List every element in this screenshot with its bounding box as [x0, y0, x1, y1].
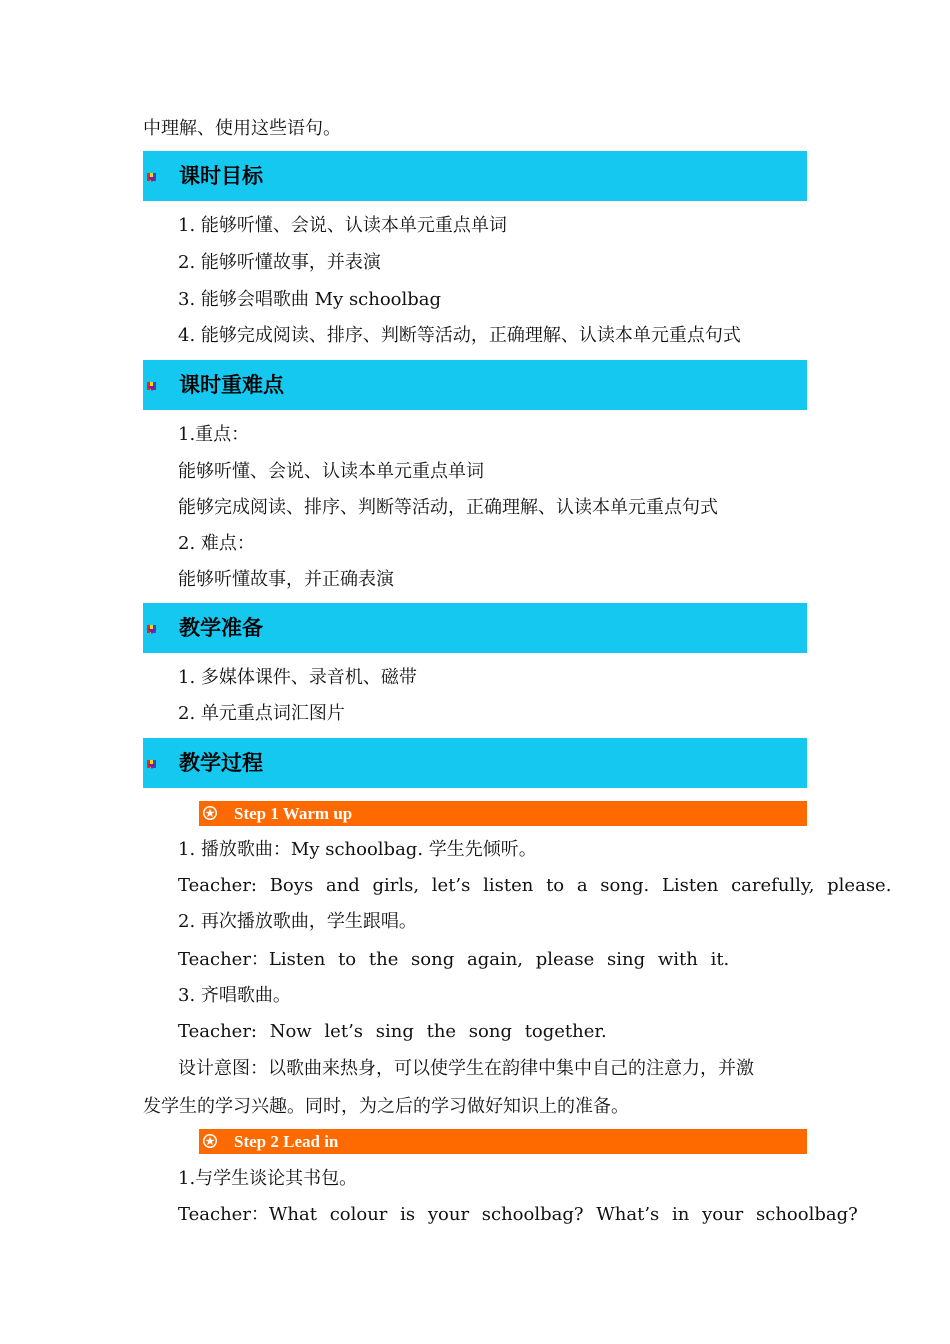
bullet-icon [146, 623, 158, 635]
list-item: 发学生的学习兴趣。同时，为之后的学习做好知识上的准备。 [143, 1096, 629, 1117]
bullet-icon [146, 380, 158, 392]
list-item: 2. 能够听懂故事，并表演 [178, 252, 381, 273]
step-label: Step 2 Lead in [234, 1132, 339, 1151]
list-item: Teacher：Listen to the song again, please sing with it. [178, 949, 730, 970]
bullet-icon [146, 171, 158, 183]
star-badge-icon [202, 1133, 218, 1149]
step-header-warm-up [199, 801, 807, 826]
section-title: 课时重难点 [179, 373, 284, 397]
section-header-objectives [143, 151, 807, 201]
section-header-preparation [143, 603, 807, 653]
list-item: 能够听懂、会说、认读本单元重点单词 [178, 461, 484, 482]
step-label: Step 1 Warm up [234, 804, 353, 823]
list-item: Teacher: Boys and girls, let’s listen to a song. Listen carefully, please. [178, 875, 892, 896]
list-item: 设计意图：以歌曲来热身，可以使学生在韵律中集中自己的注意力，并激 [178, 1058, 754, 1079]
section-header-process [143, 738, 807, 788]
star-badge-icon [202, 805, 218, 821]
list-item: 2. 难点： [178, 533, 255, 554]
section-title: 教学准备 [179, 616, 263, 640]
list-item: 3. 齐唱歌曲。 [178, 985, 291, 1006]
section-title: 教学过程 [179, 751, 263, 775]
bullet-icon [146, 758, 158, 770]
list-item: 2. 单元重点词汇图片 [178, 703, 345, 724]
list-item: 1. 多媒体课件、录音机、磁带 [178, 667, 417, 688]
intro-line: 中理解、使用这些语句。 [143, 118, 341, 139]
list-item: Teacher: Now let’s sing the song together. [178, 1021, 607, 1042]
list-item: 能够完成阅读、排序、判断等活动，正确理解、认读本单元重点句式 [178, 497, 718, 518]
step-header-lead-in [199, 1129, 807, 1154]
list-item: Teacher：What colour is your schoolbag? What’s in your schoolbag? [178, 1204, 858, 1225]
list-item: 能够听懂故事，并正确表演 [178, 569, 394, 590]
section-header-key-points [143, 360, 807, 410]
section-title: 课时目标 [179, 164, 263, 188]
list-item: 4. 能够完成阅读、排序、判断等活动，正确理解、认读本单元重点句式 [178, 325, 741, 346]
list-item: 1.重点： [178, 424, 250, 445]
list-item: 1. 播放歌曲：My schoolbag. 学生先倾听。 [178, 839, 537, 860]
list-item: 2. 再次播放歌曲，学生跟唱。 [178, 911, 417, 932]
list-item: 1.与学生谈论其书包。 [178, 1168, 358, 1189]
list-item: 3. 能够会唱歌曲 My schoolbag [178, 289, 442, 310]
list-item: 1. 能够听懂、会说、认读本单元重点单词 [178, 215, 507, 236]
